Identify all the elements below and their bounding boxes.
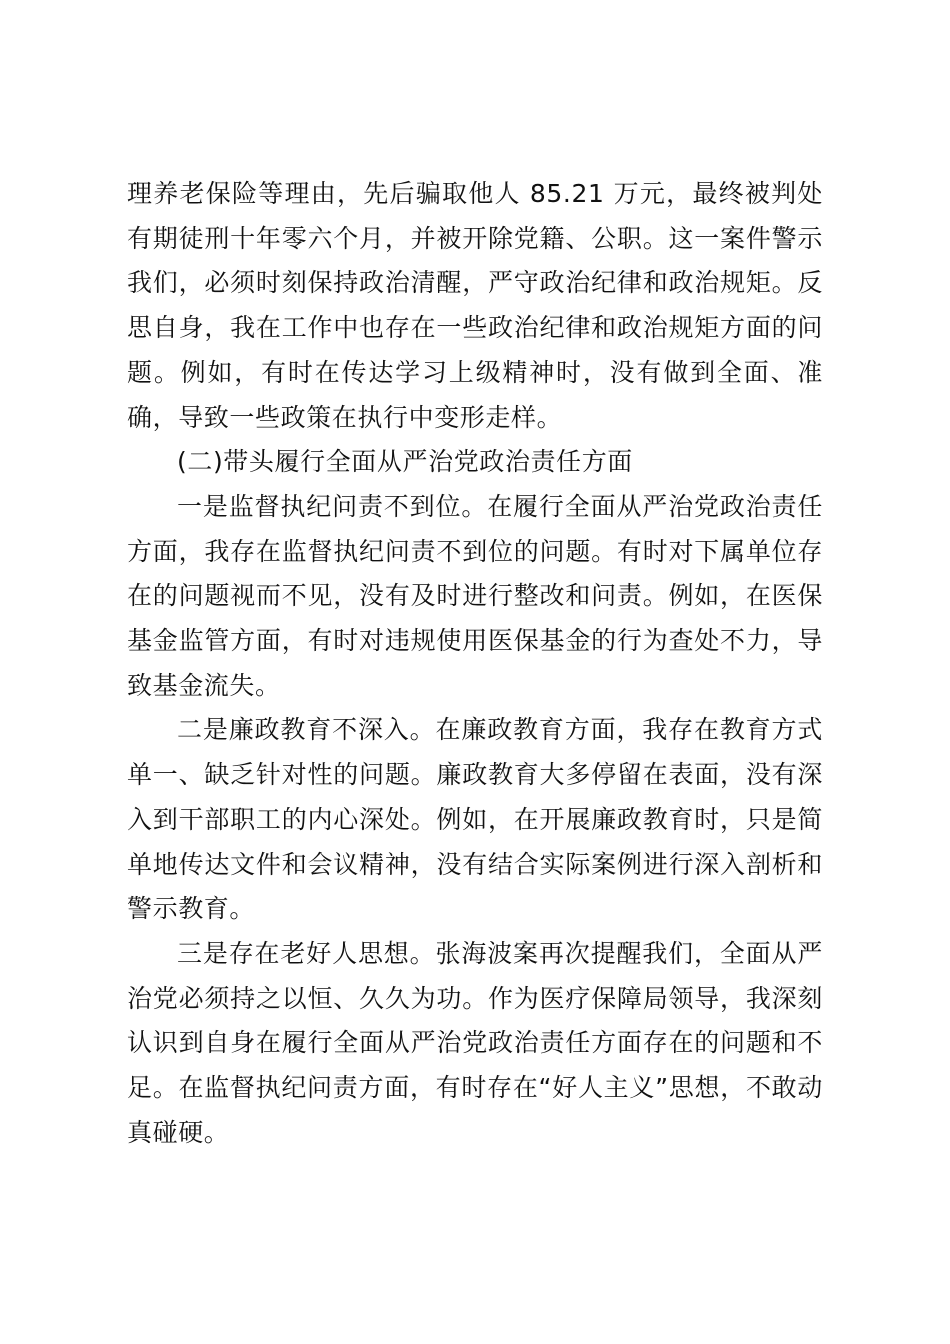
paragraph-point-three: 三是存在老好人思想。张海波案再次提醒我们，全面从严治党必须持之以恒、久久为功。作为医疗保障局领导，我深刻认识到自身在履行全面从严治党政治责任方面存在的问题和不足。在监督执纪问责方面，有时存在“好人主义”思想，不敢动真碰硬。 [127,938,823,1147]
paragraph-point-two: 二是廉政教育不深入。在廉政教育方面，我存在教育方式单一、缺乏针对性的问题。廉政教育大多停留在表面，没有深入到干部职工的内心深处。例如，在开展廉政教育时，只是简单地传达文件和会议精神，没有结合实际案例进行深入剖析和警示教育。 [127,715,823,924]
section-heading: (二)带头履行全面从严治党政治责任方面 [177,447,633,477]
paragraph-point-one: 一是监督执纪问责不到位。在履行全面从严治党政治责任方面，我存在监督执纪问责不到位的问题。有时对下属单位存在的问题视而不见，没有及时进行整改和问责。例如，在医保基金监管方面，有时对违规使用医保基金的行为查处不力，导致基金流失。 [127,491,823,700]
document-body [127,172,823,1155]
paragraph-continuation: 理养老保险等理由，先后骗取他人 85.21 万元，最终被判处有期徒刑十年零六个月，并被开除党籍、公职。这一案件警示我们，必须时刻保持政治清醒，严守政治纪律和政治规矩。反思自身，我在工作中也存在一些政治纪律和政治规矩方面的问题。例如，有时在传达学习上级精神时，没有做到全面、准确，导致一些政策在执行中变形走样。 [127,179,823,432]
